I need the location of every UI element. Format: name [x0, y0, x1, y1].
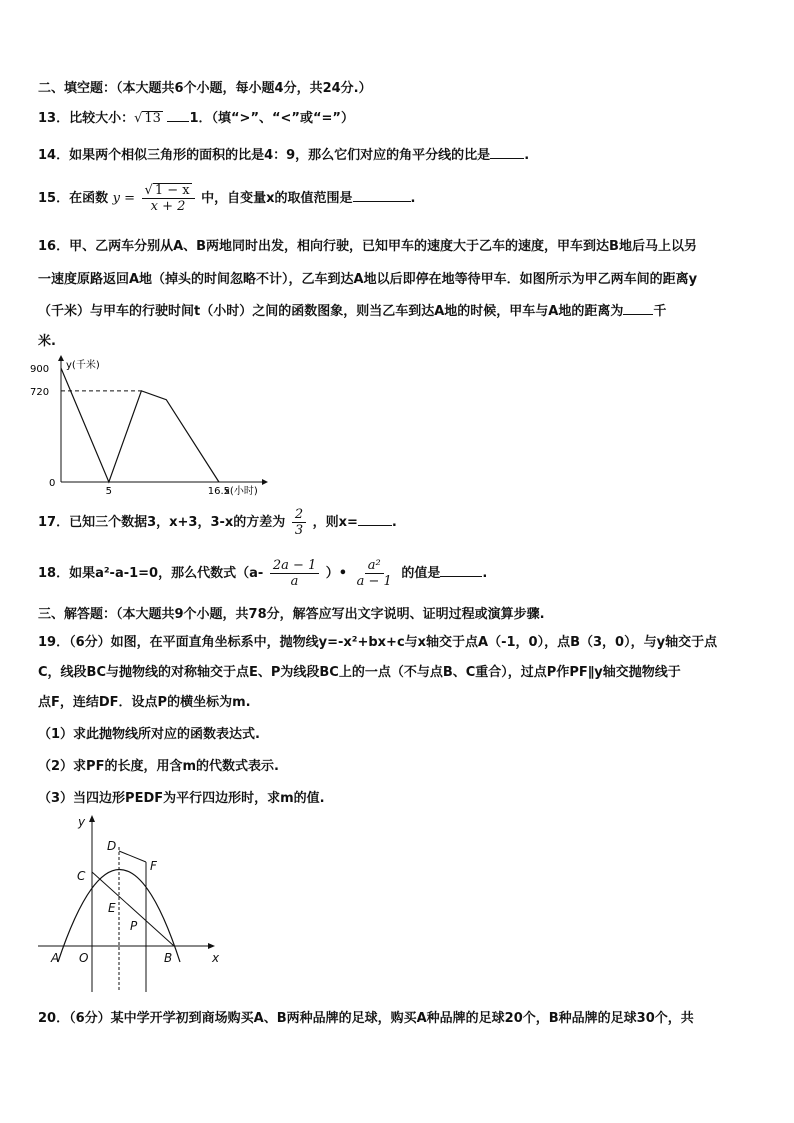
x-tick-label-5: 5: [105, 486, 113, 497]
question-15: [38, 180, 415, 218]
q19-sub2: （2）求PF的长度，用含m的代数式表示.: [38, 759, 279, 774]
question-17: [38, 505, 397, 541]
q18-frac2-denominator: a − 1: [356, 574, 392, 589]
x-axis-arrow-icon: [262, 479, 268, 485]
q14-end: .: [524, 148, 530, 163]
sqrt-sign-icon: √: [134, 111, 143, 126]
q17-end: .: [391, 515, 397, 530]
q15-fraction: [142, 183, 195, 214]
q19-sub3: （3）当四边形PEDF为平行四边形时，求m的值.: [38, 791, 325, 806]
label-d: D: [107, 839, 117, 853]
q18-end: .: [482, 566, 488, 581]
q19-sub1: （1）求此抛物线所对应的函数表达式.: [38, 727, 260, 742]
question-13: [38, 109, 354, 128]
y-tick-label-720: 720: [30, 386, 50, 398]
q17-mid: ，则x=: [312, 515, 358, 530]
x-axis-arrow-icon: [208, 943, 215, 949]
q20-line1: 20．（6分）某中学开学初到商场购买A、B两种品牌的足球，购买A种品牌的足球20个，B种品牌的足球30个，共: [38, 1011, 694, 1026]
label-o: O: [79, 951, 89, 965]
series-line: [61, 368, 219, 482]
q18-answer-blank[interactable]: [440, 564, 482, 577]
q13-prefix: 13．比较大小：: [38, 111, 135, 126]
label-e: E: [108, 901, 116, 915]
label-p: P: [130, 919, 138, 933]
q16-line3-end: 千: [653, 304, 667, 319]
label-y: y: [78, 815, 86, 829]
q13-mid: 1．（填“>”、“<”或“=”）: [189, 111, 354, 126]
q18-prefix: 18．如果a²-a-1=0，那么代数式（a-: [38, 566, 264, 581]
label-c: C: [77, 869, 86, 883]
q15-answer-blank[interactable]: [353, 189, 411, 202]
sqrt-sign-icon: √: [144, 183, 153, 198]
q19-line3: 点F，连结DF．设点P的横坐标为m.: [38, 695, 251, 710]
y-axis-arrow-icon: [58, 355, 64, 361]
q15-prefix: 15．在函数: [38, 191, 109, 206]
q18-frac1-numerator: 2a − 1: [270, 558, 319, 574]
section3-heading: 三、解答题：（本大题共9个小题，共78分，解答应写出文字说明、证明过程或演算步骤.: [38, 607, 545, 622]
x-tick-label-16.5: 16.5: [207, 486, 231, 497]
x-tick-label-0: 0: [49, 478, 56, 489]
label-f: F: [150, 859, 157, 873]
q19-parabola-figure: [30, 812, 230, 1000]
q18-fraction-1: [270, 558, 319, 589]
q17-fraction: [292, 507, 306, 538]
y-tick-label-900: 900: [30, 364, 50, 376]
q14-answer-blank[interactable]: [490, 146, 524, 159]
q15-mid: 中，自变量x的取值范围是: [201, 191, 353, 206]
q15-numerator: 1 − x: [154, 183, 190, 198]
q15-denominator: x + 2: [150, 199, 186, 214]
q17-prefix: 17．已知三个数据3，x+3，3-x的方差为: [38, 515, 286, 530]
q13-radicand: 13: [144, 111, 161, 126]
label-b: B: [164, 951, 173, 965]
q17-numerator: 2: [292, 507, 306, 523]
q18-frac1-denominator: a: [290, 574, 299, 589]
q18-fraction-2: [354, 558, 395, 589]
q17-answer-blank[interactable]: [358, 513, 392, 526]
question-18: [38, 555, 487, 593]
q15-y: y =: [112, 191, 135, 206]
section2-heading: 二、填空题：（本大题共6个小题，每小题4分，共24分.）: [38, 81, 372, 96]
label-x: x: [212, 951, 220, 965]
q18-frac2-numerator: a²: [365, 558, 384, 574]
q18-mid2: 的值是: [401, 566, 441, 581]
q19-line1: 19．（6分）如图，在平面直角坐标系中，抛物线y=-x²+bx+c与x轴交于点A（-1，0），点B（3，0），与y轴交于点: [38, 635, 718, 650]
segment-bc: [92, 872, 174, 946]
question-16-line3: [38, 302, 666, 321]
q16-line3: （千米）与甲车的行驶时间t（小时）之间的函数图象，则当乙车到达A地的时候，甲车与A地的距离为: [38, 304, 624, 319]
q16-answer-blank[interactable]: [623, 302, 653, 315]
question-14: [38, 146, 529, 165]
q16-line4: 米.: [38, 334, 56, 349]
y-axis-label: y(千米): [66, 360, 100, 371]
q15-end: .: [410, 191, 416, 206]
q16-distance-chart: [30, 355, 270, 500]
y-axis-arrow-icon: [89, 815, 95, 822]
q19-line2: C，线段BC与抛物线的对称轴交于点E、P为线段BC上的一点（不与点B、C重合），过点P作PF∥y轴交抛物线于: [38, 665, 681, 680]
q18-mid1: ）•: [325, 566, 348, 581]
q14-text: 14．如果两个相似三角形的面积的比是4：9，那么它们对应的角平分线的比是: [38, 148, 491, 163]
q13-answer-blank[interactable]: [167, 109, 189, 122]
q17-denominator: 3: [294, 523, 304, 538]
q16-line1: 16．甲、乙两车分别从A、B两地同时出发，相向行驶，已知甲车的速度大于乙车的速度，甲车到达B地后马上以另: [38, 239, 697, 254]
q16-line2: 一速度原路返回A地（掉头的时间忽略不计），乙车到达A地以后即停在地等待甲车．如图所示为甲乙两车间的距离y: [38, 272, 698, 287]
x-axis-label: x(小时): [224, 486, 258, 497]
segment-df: [119, 851, 146, 862]
label-a: A: [51, 951, 60, 965]
